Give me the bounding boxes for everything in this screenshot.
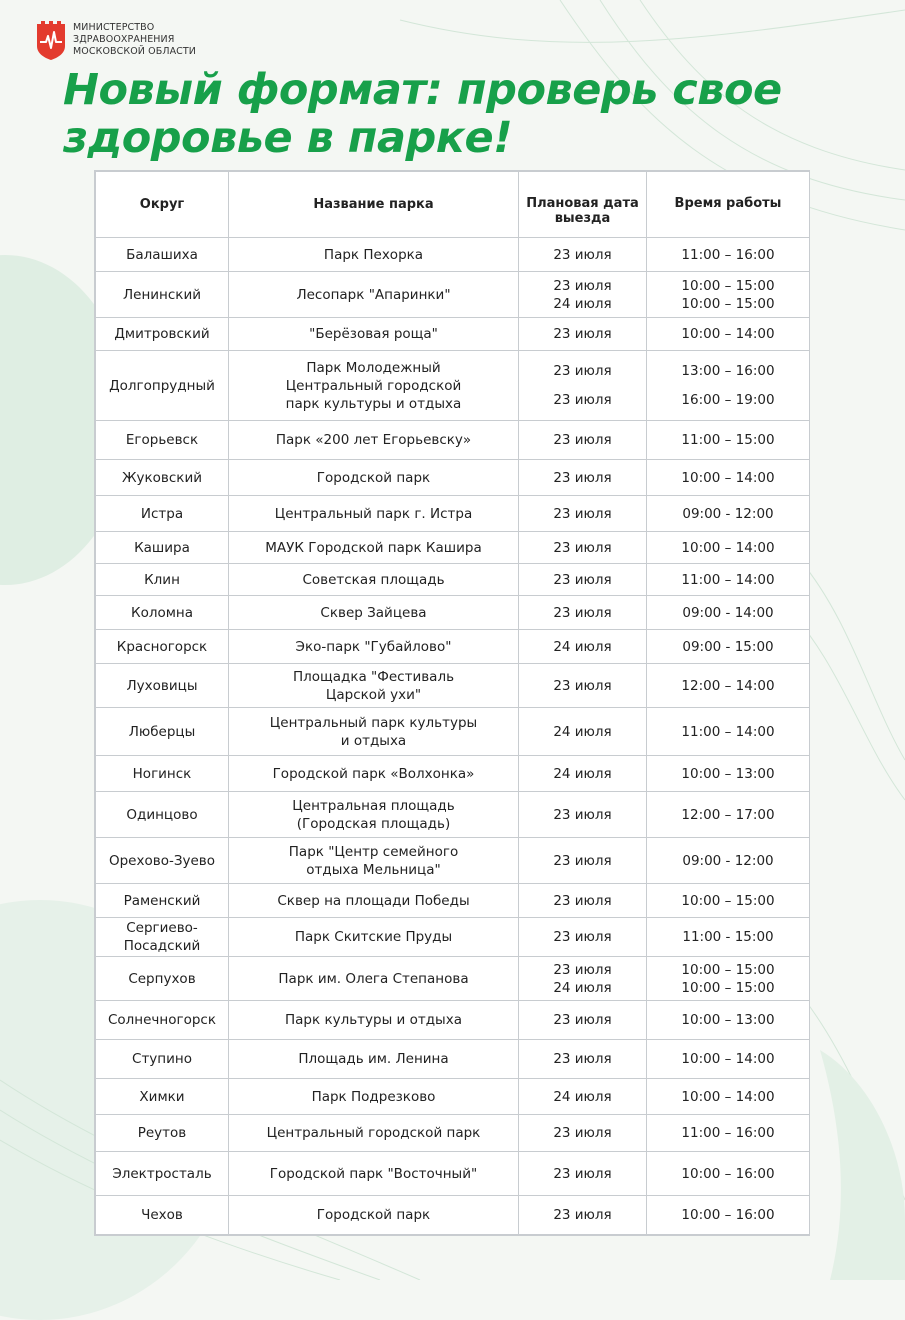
- table-row: [96, 532, 810, 564]
- cell-line: и отдыха: [340, 732, 407, 749]
- cell-line: 10:00 – 14:00: [681, 1088, 775, 1105]
- cell-line: 23 июля: [553, 1207, 612, 1223]
- cell-date: [519, 1040, 647, 1079]
- cell-line: Луховицы: [126, 677, 198, 694]
- cell-line: Площадь им. Ленина: [298, 1051, 449, 1067]
- column-header-district: Округ: [96, 172, 229, 238]
- cell-time: [647, 596, 810, 630]
- cell-line: Балашиха: [126, 246, 198, 263]
- cell-park: [229, 272, 519, 318]
- cell-line: 23 июля: [553, 1012, 612, 1028]
- cell-line: 24 июля: [553, 765, 612, 782]
- cell-line: Царской ухи": [325, 686, 422, 703]
- cell-park: [229, 532, 519, 564]
- cell-line: 23 июля: [553, 806, 612, 823]
- cell-date: [519, 1079, 647, 1115]
- table-row: [96, 918, 810, 957]
- cell-line: Центральный парк культуры: [269, 714, 478, 731]
- table-row: [96, 1001, 810, 1040]
- cell-time: [647, 1152, 810, 1196]
- cell-line: Серпухов: [128, 970, 196, 987]
- cell-date: [519, 918, 647, 957]
- cell-district: [96, 918, 229, 957]
- cell-line: 11:00 – 15:00: [681, 432, 775, 448]
- emblem-icon: [35, 20, 67, 60]
- table-row: [96, 1040, 810, 1079]
- cell-park: [229, 1001, 519, 1040]
- cell-line: Эко-парк "Губайлово": [295, 638, 452, 655]
- cell-line: Парк Скитские Пруды: [294, 929, 453, 945]
- cell-time: [647, 272, 810, 318]
- table-row: [96, 838, 810, 884]
- cell-line: 10:00 – 15:00: [681, 961, 775, 978]
- cell-line: Советская площадь: [302, 571, 445, 588]
- table-row: [96, 1079, 810, 1115]
- cell-date: [519, 957, 647, 1001]
- table-row: [96, 596, 810, 630]
- cell-date: [519, 792, 647, 838]
- cell-district: [96, 957, 229, 1001]
- cell-district: [96, 318, 229, 351]
- cell-line: Коломна: [130, 604, 193, 621]
- cell-line: Парк «200 лет Егорьевску»: [275, 432, 472, 448]
- cell-district: [96, 496, 229, 532]
- cell-line: 10:00 – 16:00: [681, 1165, 775, 1182]
- cell-line: 23 июля: [553, 604, 612, 621]
- cell-park: [229, 1040, 519, 1079]
- cell-line: 12:00 – 14:00: [681, 677, 775, 694]
- cell-date: [519, 238, 647, 272]
- cell-line: 09:00 - 12:00: [682, 852, 774, 869]
- cell-park: [229, 918, 519, 957]
- cell-park: [229, 838, 519, 884]
- cell-line: Центральная площадь: [292, 797, 455, 814]
- cell-line: Чехов: [141, 1207, 183, 1223]
- table-row: [96, 238, 810, 272]
- cell-line: 23 июля: [553, 363, 612, 379]
- cell-time: [647, 664, 810, 708]
- cell-time: [647, 460, 810, 496]
- cell-date: [519, 708, 647, 756]
- cell-district: [96, 1196, 229, 1235]
- cell-line: Жуковский: [121, 469, 203, 486]
- cell-line: Электросталь: [112, 1165, 212, 1182]
- cell-time: [647, 351, 810, 421]
- cell-line: Раменский: [123, 892, 201, 909]
- cell-date: [519, 630, 647, 664]
- cell-date: [519, 272, 647, 318]
- cell-date: [519, 756, 647, 792]
- cell-line: 10:00 – 13:00: [681, 1012, 775, 1028]
- table-row: [96, 460, 810, 496]
- cell-park: [229, 564, 519, 596]
- table-row: [96, 630, 810, 664]
- cell-line: Сквер на площади Победы: [277, 892, 470, 909]
- cell-time: [647, 838, 810, 884]
- cell-district: [96, 1152, 229, 1196]
- cell-time: [647, 564, 810, 596]
- cell-park: [229, 496, 519, 532]
- cell-line: Парк "Центр семейного: [288, 843, 459, 860]
- cell-district: [96, 1079, 229, 1115]
- cell-line: 10:00 – 15:00: [681, 979, 775, 996]
- table-row: [96, 1152, 810, 1196]
- cell-time: [647, 1040, 810, 1079]
- cell-line: 10:00 – 14:00: [681, 539, 775, 556]
- cell-park: [229, 351, 519, 421]
- table-body: [96, 238, 810, 1235]
- table-row: [96, 351, 810, 421]
- cell-line: 23 июля: [553, 469, 612, 486]
- cell-line: Солнечногорск: [107, 1012, 216, 1028]
- cell-district: [96, 272, 229, 318]
- title-line: здоровье в парке!: [63, 113, 513, 163]
- cell-district: [96, 1001, 229, 1040]
- cell-line: 11:00 – 14:00: [681, 723, 775, 740]
- cell-district: [96, 664, 229, 708]
- cell-line: Долгопрудный: [109, 377, 215, 394]
- table-row: [96, 318, 810, 351]
- cell-line: Сквер Зайцева: [320, 604, 427, 621]
- cell-time: [647, 1115, 810, 1152]
- cell-line: 10:00 – 13:00: [681, 765, 775, 782]
- cell-park: [229, 1115, 519, 1152]
- cell-park: [229, 708, 519, 756]
- cell-line: 24 июля: [553, 295, 612, 312]
- cell-line: 09:00 - 15:00: [682, 638, 774, 655]
- page-title: [63, 66, 782, 162]
- cell-line: 10:00 – 15:00: [681, 277, 775, 294]
- cell-district: [96, 708, 229, 756]
- cell-line: 10:00 – 16:00: [681, 1207, 775, 1223]
- logo-line: МИНИСТЕРСТВО: [73, 22, 155, 33]
- cell-line: Дмитровский: [114, 326, 210, 342]
- cell-time: [647, 792, 810, 838]
- cell-time: [647, 1079, 810, 1115]
- cell-line: 09:00 - 12:00: [682, 505, 774, 522]
- cell-park: [229, 792, 519, 838]
- cell-line: МАУК Городской парк Кашира: [265, 539, 482, 556]
- cell-time: [647, 318, 810, 351]
- table-header-row: [96, 172, 810, 238]
- cell-park: [229, 596, 519, 630]
- cell-line: 23 июля: [553, 277, 612, 294]
- cell-park: [229, 1152, 519, 1196]
- cell-line: Парк Пехорка: [323, 246, 424, 263]
- cell-time: [647, 238, 810, 272]
- cell-district: [96, 564, 229, 596]
- cell-line: 11:00 – 16:00: [681, 246, 775, 263]
- cell-line: 23 июля: [553, 852, 612, 869]
- cell-date: [519, 884, 647, 918]
- cell-date: [519, 421, 647, 460]
- cell-park: [229, 1079, 519, 1115]
- cell-time: [647, 957, 810, 1001]
- cell-date: [519, 496, 647, 532]
- cell-park: [229, 318, 519, 351]
- cell-date: [519, 664, 647, 708]
- table-row: [96, 884, 810, 918]
- cell-line: 23 июля: [553, 505, 612, 522]
- cell-park: [229, 756, 519, 792]
- cell-park: [229, 957, 519, 1001]
- cell-park: [229, 664, 519, 708]
- cell-line: Городской парк "Восточный": [269, 1165, 478, 1182]
- cell-line: Кашира: [134, 539, 190, 556]
- cell-district: [96, 1040, 229, 1079]
- table-row: [96, 272, 810, 318]
- cell-district: [96, 596, 229, 630]
- cell-line: 13:00 – 16:00: [681, 363, 775, 379]
- schedule-table-container: [94, 170, 810, 1236]
- cell-date: [519, 1001, 647, 1040]
- cell-district: [96, 1115, 229, 1152]
- cell-date: [519, 1196, 647, 1235]
- cell-line: Парк им. Олега Степанова: [278, 970, 469, 987]
- cell-line: 23 июля: [553, 246, 612, 263]
- cell-line: 23 июля: [553, 326, 612, 342]
- cell-date: [519, 351, 647, 421]
- cell-line: 23 июля: [553, 392, 612, 408]
- cell-line: 11:00 – 14:00: [681, 571, 775, 588]
- cell-park: [229, 460, 519, 496]
- cell-line: 10:00 – 15:00: [681, 295, 775, 312]
- column-header-time: Время работы: [647, 172, 810, 238]
- cell-line: Люберцы: [128, 723, 196, 740]
- cell-line: 11:00 – 16:00: [681, 1125, 775, 1141]
- cell-time: [647, 496, 810, 532]
- cell-line: Сергиево-: [126, 920, 198, 936]
- table-row: [96, 957, 810, 1001]
- table-row: [96, 564, 810, 596]
- cell-time: [647, 1196, 810, 1235]
- cell-district: [96, 460, 229, 496]
- cell-time: [647, 708, 810, 756]
- cell-line: 23 июля: [553, 961, 612, 978]
- column-header-date: Плановая дата выезда: [519, 172, 647, 238]
- cell-date: [519, 318, 647, 351]
- cell-line: Одинцово: [126, 806, 198, 823]
- cell-line: Егорьевск: [125, 432, 199, 448]
- cell-line: 10:00 – 14:00: [681, 1051, 775, 1067]
- cell-line: Посадский: [123, 938, 201, 954]
- cell-line: 23 июля: [553, 1165, 612, 1182]
- logo-line: ЗДРАВООХРАНЕНИЯ: [73, 34, 175, 45]
- cell-line: Истра: [140, 505, 184, 522]
- table-row: [96, 664, 810, 708]
- cell-line: парк культуры и отдыха: [285, 395, 462, 412]
- table-row: [96, 421, 810, 460]
- cell-time: [647, 918, 810, 957]
- cell-line: 09:00 - 14:00: [682, 604, 774, 621]
- schedule-table: [95, 171, 810, 1235]
- cell-line: Городской парк: [316, 1207, 431, 1223]
- cell-district: [96, 351, 229, 421]
- table-row: [96, 708, 810, 756]
- cell-line: Центральный городской: [285, 377, 462, 394]
- table-row: [96, 496, 810, 532]
- cell-line: "Берёзовая роща": [309, 326, 438, 342]
- cell-district: [96, 884, 229, 918]
- cell-line: Химки: [139, 1088, 185, 1105]
- cell-date: [519, 1152, 647, 1196]
- cell-park: [229, 238, 519, 272]
- cell-district: [96, 421, 229, 460]
- logo-line: МОСКОВСКОЙ ОБЛАСТИ: [73, 46, 197, 57]
- cell-line: Клин: [144, 571, 180, 588]
- title-line: Новый формат: проверь свое: [63, 65, 782, 115]
- ministry-name: [73, 22, 196, 58]
- cell-line: Реутов: [137, 1125, 187, 1141]
- cell-date: [519, 1115, 647, 1152]
- cell-district: [96, 838, 229, 884]
- cell-time: [647, 421, 810, 460]
- cell-line: Городской парк: [316, 469, 431, 486]
- column-header-park: Название парка: [229, 172, 519, 238]
- cell-line: отдыха Мельница": [306, 861, 441, 878]
- cell-line: 24 июля: [553, 979, 612, 996]
- cell-line: 23 июля: [553, 571, 612, 588]
- cell-line: Парк культуры и отдыха: [285, 1012, 462, 1028]
- cell-district: [96, 532, 229, 564]
- cell-date: [519, 460, 647, 496]
- cell-park: [229, 884, 519, 918]
- table-row: [96, 792, 810, 838]
- cell-line: 23 июля: [553, 432, 612, 448]
- cell-line: 10:00 – 14:00: [681, 469, 775, 486]
- cell-line: Центральный городской парк: [266, 1125, 481, 1141]
- cell-park: [229, 1196, 519, 1235]
- cell-park: [229, 630, 519, 664]
- cell-line: 24 июля: [553, 638, 612, 655]
- cell-time: [647, 1001, 810, 1040]
- cell-line: 23 июля: [553, 539, 612, 556]
- cell-line: Ногинск: [132, 765, 192, 782]
- cell-line: 23 июля: [553, 1125, 612, 1141]
- cell-date: [519, 596, 647, 630]
- cell-district: [96, 238, 229, 272]
- cell-line: Ступино: [132, 1051, 192, 1067]
- cell-district: [96, 756, 229, 792]
- cell-line: 24 июля: [553, 1088, 612, 1105]
- cell-date: [519, 564, 647, 596]
- cell-line: 10:00 – 15:00: [681, 892, 775, 909]
- cell-line: 11:00 - 15:00: [682, 929, 774, 945]
- cell-line: Ленинский: [122, 286, 201, 303]
- cell-line: 12:00 – 17:00: [681, 806, 775, 823]
- cell-line: 23 июля: [553, 929, 612, 945]
- cell-time: [647, 756, 810, 792]
- cell-line: Орехово-Зуево: [108, 852, 215, 869]
- cell-date: [519, 532, 647, 564]
- cell-district: [96, 792, 229, 838]
- cell-line: 16:00 – 19:00: [681, 392, 775, 408]
- cell-line: 23 июля: [553, 677, 612, 694]
- cell-line: Центральный парк г. Истра: [274, 505, 473, 522]
- cell-date: [519, 838, 647, 884]
- cell-line: Лесопарк "Апаринки": [296, 286, 451, 303]
- table-row: [96, 756, 810, 792]
- cell-line: Парк Молодежный: [306, 359, 441, 376]
- cell-line: 23 июля: [553, 892, 612, 909]
- cell-line: Городской парк «Волхонка»: [272, 765, 475, 782]
- cell-line: 23 июля: [553, 1051, 612, 1067]
- cell-park: [229, 421, 519, 460]
- ministry-logo: [35, 20, 196, 60]
- cell-time: [647, 884, 810, 918]
- cell-line: 24 июля: [553, 723, 612, 740]
- table-row: [96, 1115, 810, 1152]
- cell-line: Парк Подрезково: [311, 1088, 436, 1105]
- table-row: [96, 1196, 810, 1235]
- cell-time: [647, 532, 810, 564]
- cell-district: [96, 630, 229, 664]
- cell-line: Красногорск: [116, 638, 208, 655]
- cell-line: 10:00 – 14:00: [681, 326, 775, 342]
- cell-line: Площадка "Фестиваль: [292, 668, 455, 685]
- cell-time: [647, 630, 810, 664]
- cell-line: (Городская площадь): [296, 815, 451, 832]
